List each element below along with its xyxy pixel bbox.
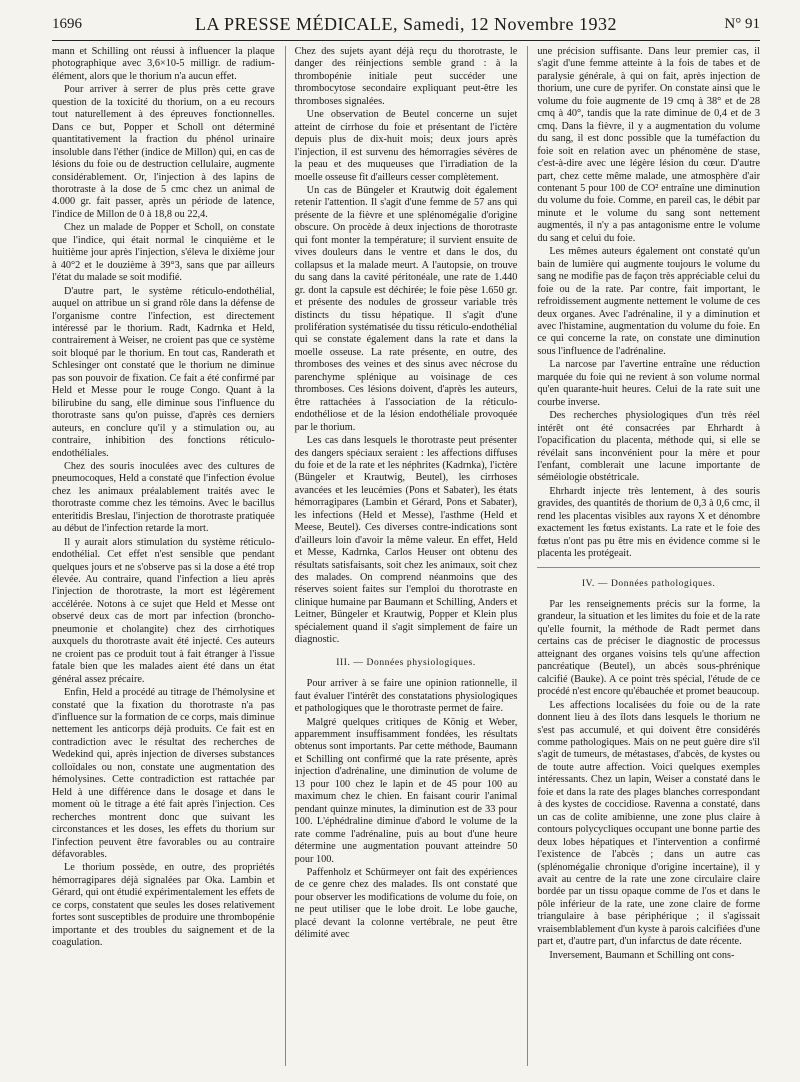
paragraph: Ehrhardt injecte très lentement, à des souris gravides, des quantités de thorium de 0,3 à 0,6 cmc, il rend les placentas visibles aux rayons X et dénombre exactement les fœtus existants. La rate et le foie des fœtus n'ont pas pu être mis en évidence comme si le placenta les protégeait.: [537, 485, 761, 560]
paragraph: Chez un malade de Popper et Scholl, on constate que l'indice, qui était normal le cinquième et le huitième jour après l'injection, s'éleva le dixième jour à 40°2 et le douzième à 39°3, sans que par ailleurs l'état du malade se soit modifié.: [52, 222, 275, 284]
paragraph: Chez des souris inoculées avec des cultures de pneumocoques, Held a constaté que l'infection évolue chez les animaux préalablement traités avec le thorotraste comme chez les témoins. Avec le bacillus enteritidis Breslau, l'injection de thorotraste pratiquée au début de l'infection retarde la mort.: [52, 460, 275, 535]
article-columns: [52, 46, 760, 1066]
paragraph: Un cas de Büngeler et Krautwig doit également retenir l'attention. Il s'agit d'une femme de 57 ans qui présente de la fièvre et une splénomégalie d'origine obscure. On procède à deux injections de thorotraste qui font monter la température; il survient ensuite de vives douleurs dans le ventre et dans le dos, du collapsus et la malade meurt. A l'autopsie, on trouve du sang dans la cavité péritonéale, une rate de 1.440 gr. dont la capsule est déchirée; le foie pèse 1.650 gr. et présente des nodules de grosseur variable très distincts du tissu hépatique. Il s'agit d'une prolifération systématisée du tissu réticulo-endothélial qui se constate également dans la rate et dans la moelle osseuse. La rate présente, en outre, des thromboses des veines et des sinus avec nécrose du parenchyme splénique au voisinage de ces thromboses. Ces lésions doivent, d'après les auteurs, être rattachées à l'association de la réticulo-endothéliose et de la lésion endothéliale provoquée par le thorium.: [294, 184, 518, 433]
page-number: 1696: [52, 16, 82, 32]
paragraph: Les affections localisées du foie ou de la rate donnent lieu à des îlots dans lesquels le thorium ne s'est pas accumulé, et qui doivent être considérés comme pathologiques. Mais on ne peut guère dire s'il s'agit de tumeurs, de métastases, d'abcès, de kystes ou de toute autre affection. Voici quelques exemples intéressants. Chez un lapin, Weiser a constaté dans le foie et dans la rate des plages blanches correspondant à des kystes de coccidiose. Ravenna a constaté, dans un cas de colite amibienne, une zone plus claire à contours polycycliques occupant une bonne partie des deux lobes hépatiques et l'intervention a confirmé l'existence de l'abcès ; dans un autre cas (splénomégalie chronique d'origine incertaine), il y avait au centre de la rate une zone circulaire claire bordée par un tissu opaque comme de l'os et dans le pôle inférieur de la rate, une zone claire de forme triangulaire à base périphérique ; il s'agissait vraisemblablement d'un kyste à parois calcifiées d'une part et, d'autre part, d'un infarctus de date récente.: [537, 699, 761, 948]
paragraph: Les cas dans lesquels le thorotraste peut présenter des dangers spéciaux seraient : les affections diffuses du foie et de la rate et les néphrites (Kadrnka), l'ictère (Büngeler et Krautwig, Beutel), les cirrhoses avancées et les leucémies (Pons et Sabater), les états hémorragipares (Lambin et Gérard, Pons et Sabater), les infections (Held et Messe), l'asthme (Held et Meese, Beutel). Ces diverses contre-indications sont d'ailleurs loin d'avoir la même valeur. En effet, Held et Messe, Kadrnka, Carlos Heuser ont obtenu des résultats satisfaisants, soit chez les animaux, soit chez des malades. On comprend néanmoins que des réserves soient faites sur l'emploi du thorotraste en clinique humaine par Baumann et Schilling, Anders et Leitner, Büngeler et Krautwig, Popper et Klein plus spécialement quand il s'agit simplement de faire un diagnostic.: [294, 435, 518, 646]
paragraph: Les mêmes auteurs également ont constaté qu'un bain de lumière qui augmente toujours le volume du sang ne modifie pas de façon très appréciable celui du foie ou de la rate. Par contre, fait important, le refroidissement augmente nettement le volume de ces deux organes. Avec l'adrénaline, il y a diminution et avec l'histamine, augmentation du volume du foie. En ce qui concerne la rate, on constate une diminution sous l'influence de l'adrénaline.: [537, 246, 761, 357]
paragraph: D'autre part, le système réticulo-endothélial, auquel on attribue un si grand rôle dans la défense de l'organisme contre l'infection, est directement intéressé par le thorium. Radt, Kadrnka et Held, contrairement à Weiser, ne croient pas que ce système soit bloqué par le thorium. En tout cas, Randerath et Schlesinger ont constaté que le thorium ne diminue pas son pouvoir de fixation. Ce fait a été confirmé par Held et Messe pour le rouge Congo. Quant à la bilirubine du sang, elle diminue sous l'influence du thorotraste sans qu'on puisse, d'après ces derniers auteurs, en conclure qu'il y a stimulation ou, au contraire, inhibition des fonctions réticulo-endothéliales.: [52, 285, 275, 459]
paragraph: La narcose par l'avertine entraîne une réduction marquée du foie qui ne revient à son volume normal qu'en quarante-huit heures. Celui de la rate suit une courbe inverse.: [537, 359, 761, 408]
section-divider: [537, 567, 760, 568]
issue-number: N° 91: [724, 16, 760, 32]
paragraph: Inversement, Baumann et Schilling ont cons-: [549, 949, 735, 961]
paragraph: une précision suffisante. Dans leur premier cas, il s'agit d'une femme atteinte à la fois de tabes et de paralysie générale, à qui on fait, après injection de thorium, une cure de pyrifer. On constate ainsi que le volume du foie augmente de 19 cmq à 38° et de 28 cmq à 40°, tandis que la rate diminue de 0,4 et de 3 cmq. Dans la fièvre, il y a augmentation du volume du sang, il est donc possible que la tuméfaction du foie soit en relation avec un phénomène de stase, c'est-à-dire avec une légère lésion du cœur. D'autre part, chez cette même malade, une atmosphère d'air contenant 5 pour 100 de CO² entraîne une diminution du volume du foie. Comme, en pareil cas, le débit par minute et le volume du sang sont nettement augmentés, il n'y a pas antagonisme entre le volume du sang et celui du foie.: [537, 46, 761, 244]
paragraph: mann et Schilling ont réussi à influencer la plaque photographique avec 3,6×10-5 milligr. de radium-élément, alors que le thorium n'a aucun effet.: [52, 46, 275, 82]
column-3: [527, 46, 760, 1066]
paragraph: Il y aurait alors stimulation du système réticulo-endothélial. Cet effet n'est sensible que pendant quelques jours et ne s'observe pas si la dose a été trop élevée. Au contraire, quand l'infection a lieu après l'injection de thorotraste, la mort est légèrement accélérée. Notons à ce sujet que Held et Messe ont observé deux cas de mort par infection (broncho-pneumonie et cholangite) chez des cirrhotiques auxquels du thorotraste avait été injecté. Ces auteurs ne croient pas ce produit tout à fait étranger à l'issue fatale bien que les malades aient été dans un état général assez précaire.: [52, 536, 275, 685]
section-heading: IV. — Données pathologiques.: [581, 578, 716, 589]
paragraph: Malgré quelques critiques de König et Weber, apparemment insuffisamment fondées, les résultats obtenus sont importants. Par cette méthode, Baumann et Schilling ont confirmé que la rate présente, après injection d'adrénaline, une diminution de volume de 13 pour 100 chez le lapin et de 45 pour 100 au maximum chez le chien. En faisant courir l'animal pendant quinze minutes, la diminution est de 33 pour 100. L'éphédraline diminue d'abord le volume de la rate comme l'adrénaline, puis au bout d'une heure détermine une augmentation pouvant atteindre 50 pour 100.: [294, 716, 518, 865]
column-2: [285, 46, 518, 1066]
paragraph: Une observation de Beutel concerne un sujet atteint de cirrhose du foie et présentant de l'ictère depuis plus de dix-huit mois; deux jours après l'injection, il est survenu des hémorragies sévères de la peau et des muqueuses que l'irradiation de la moelle osseuse fit d'ailleurs cesser complètement.: [294, 109, 518, 183]
paragraph: Chez des sujets ayant déjà reçu du thorotraste, le danger des réinjections semble grand : à la thrombopénie initiale peut succéder une thrombocytose secondaire expliquant peut-être les thromboses signalées.: [294, 46, 518, 107]
paragraph: Pour arriver à serrer de plus près cette grave question de la toxicité du thorium, on a eu recours tout naturellement à des épreuves fonctionnelles. Dans ce but, Popper et Scholl ont déterminé quantitativement la fraction du phénol urinaire insoluble dans l'éther (indice de Millon) qui, en cas de lésions du foie ou de destruction cellulaire, augmente considérablement. Or, l'injection à des lapins de thorotraste à la dose de 5 cmc chez un animal de 4.000 gr. fait passer, après un période de latence, l'indice de Millon de 0 à 18,8 ou 22,4.: [52, 84, 275, 220]
paragraph: Pour arriver à se faire une opinion rationnelle, il faut évaluer l'intérêt des constatations physiologiques et pathologiques que le thorotraste permet de faire.: [294, 678, 518, 715]
paragraph: Enfin, Held a procédé au titrage de l'hémolysine et constaté que la fixation du thorotraste n'a pas d'influence sur la formation de ce corps, mais diminue nettement les anticorps déjà produits. Ce fait est en contradiction avec le résultat des recherches de Wedekind qui, après injection de diverses substances colloïdales ou non, constate une augmentation des hémolysines. Cette contradiction est rattachée par Held à une différence dans le dosage et dans le moment où le titrage a été fait après l'injection. Ces recherches montrent donc que suivant les circonstances et les doses, les effets du thorium sur l'infection peuvent être favorables ou au contraire défavorables.: [52, 687, 275, 860]
page-header: [52, 14, 760, 41]
paragraph: Des recherches physiologiques d'un très réel intérêt ont été consacrées par Ehrhardt à l'opacification du placenta, méthode qui, si elle se révélait sans inconvénient pour la mère et pour l'enfant, comblerait une lacune importante de séméiologie obstétricale.: [537, 410, 761, 484]
section-heading: III. — Données physiologiques.: [336, 657, 476, 668]
paragraph: Paffenholz et Schürmeyer ont fait des expériences de ce genre chez des malades. Ils ont constaté que pour observer les modifications de volume du foie, on ne peut utiliser que le lobe droit. Le lobe gauche, placé devant la colonne vertébrale, ne peut être délimité avec: [294, 867, 518, 941]
column-1: [52, 46, 275, 1066]
paragraph: Le thorium possède, en outre, des propriétés hémorragipares déjà signalées par Oka. Lambin et Gérard, qui ont étudié expérimentalement les effets de ce corps, constatent que seules les doses relativement fortes sont susceptibles de produire une thrombopénie importante et des troubles du saignement et de la coagulation.: [52, 862, 275, 949]
journal-title: LA PRESSE MÉDICALE, Samedi, 12 Novembre 1932: [195, 14, 617, 34]
paragraph: Par les renseignements précis sur la forme, la grandeur, la situation et les limites du foie et de la rate qu'elle fournit, la méthode de Radt permet dans certains cas de préciser le diagnostic de processus atteignant des organes voisins tels qu'une affection pancréatique (Beutel), un abcès sous-phrénique calcifié (Bauke). A ce point très spécial, l'étude de ce procédé n'est encore qu'ébauchée et promet beaucoup.: [537, 599, 761, 698]
